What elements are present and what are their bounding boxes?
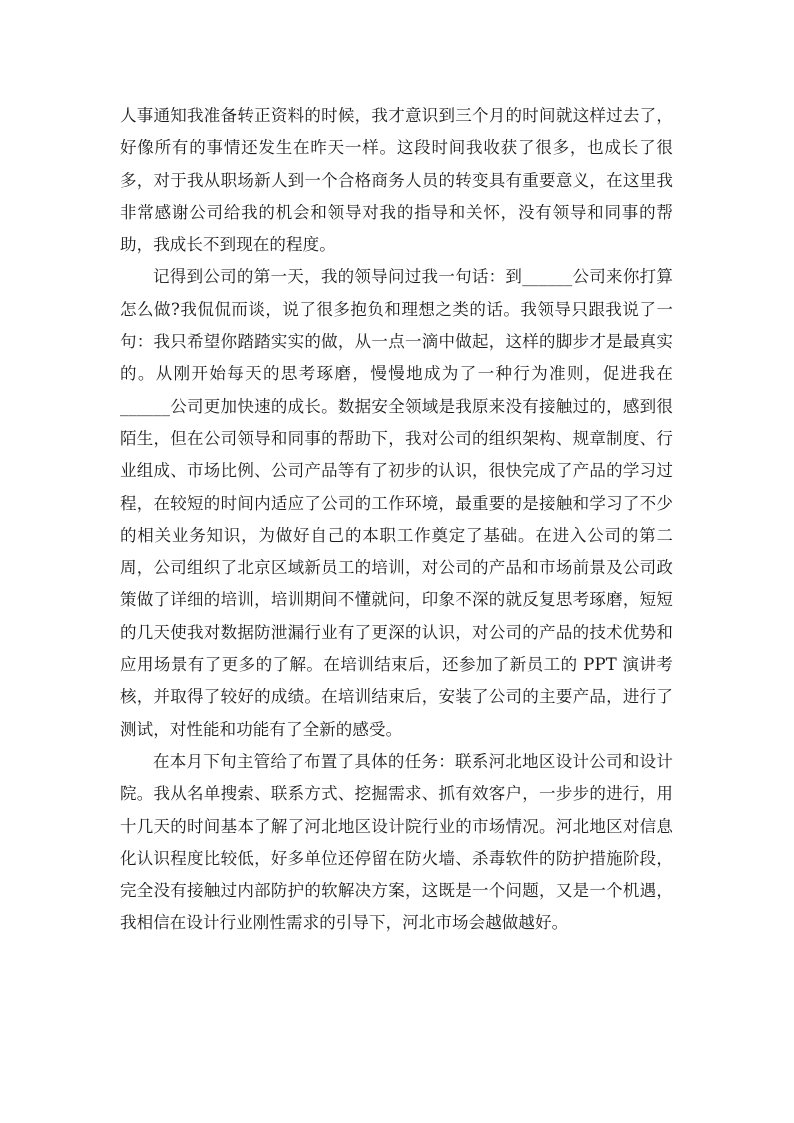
paragraph-2: 记得到公司的第一天，我的领导问过我一句话：到______公司来你打算怎么做?我侃侃而谈，说了很多抱负和理想之类的话。我领导只跟我说了一句：我只希望你踏踏实实的做，从一点一滴中做起，这样的脚步才是最真实的。从刚开始每天的思考琢磨，慢慢地成为了一种行为准则，促进我在______公司更加快速的成长。数据安全领域是我原来没有接触过的，感到很陌生，但在公司领导和同事的帮助下，我对公司的组织架构、规章制度、行业组成、市场比例、公司产品等有了初步的认识，很快完成了产品的学习过程，在较短的时间内适应了公司的工作环境，最重要的是接触和学习了不少的相关业务知识，为做好自己的本职工作奠定了基础。在进入公司的第二周，公司组织了北京区域新员工的培训，对公司的产品和市场前景及公司政策做了详细的培训，培训期间不懂就问，印象不深的就反复思考琢磨，短短的几天使我对数据防泄漏行业有了更深的认识，对公司的产品的技术优势和应用场景有了更多的了解。在培训结束后，还参加了新员工的 PPT 演讲考核，并取得了较好的成绩。在培训结束后，安装了公司的主要产品，进行了测试，对性能和功能有了全新的感受。 bbox=[120, 267, 673, 739]
document-body bbox=[120, 100, 673, 940]
paragraph-1: 人事通知我准备转正资料的时候，我才意识到三个月的时间就这样过去了，好像所有的事情还发生在昨天一样。这段时间我收获了很多，也成长了很多，对于我从职场新人到一个合格商务人员的转变具有重要意义，在这里我非常感谢公司给我的机会和领导对我的指导和关怀，没有领导和同事的帮助，我成长不到现在的程度。 bbox=[120, 106, 673, 255]
paragraph-3: 在本月下旬主管给了布置了具体的任务：联系河北地区设计公司和设计院。我从名单搜索、联系方式、挖掘需求、抓有效客户，一步步的进行，用十几天的时间基本了解了河北地区设计院行业的市场情况。河北地区对信息化认识程度比较低，好多单位还停留在防火墙、杀毒软件的防护措施阶段，完全没有接触过内部防护的软解决方案，这既是一个问题，又是一个机遇，我相信在设计行业刚性需求的引导下，河北市场会越做越好。 bbox=[120, 751, 673, 933]
